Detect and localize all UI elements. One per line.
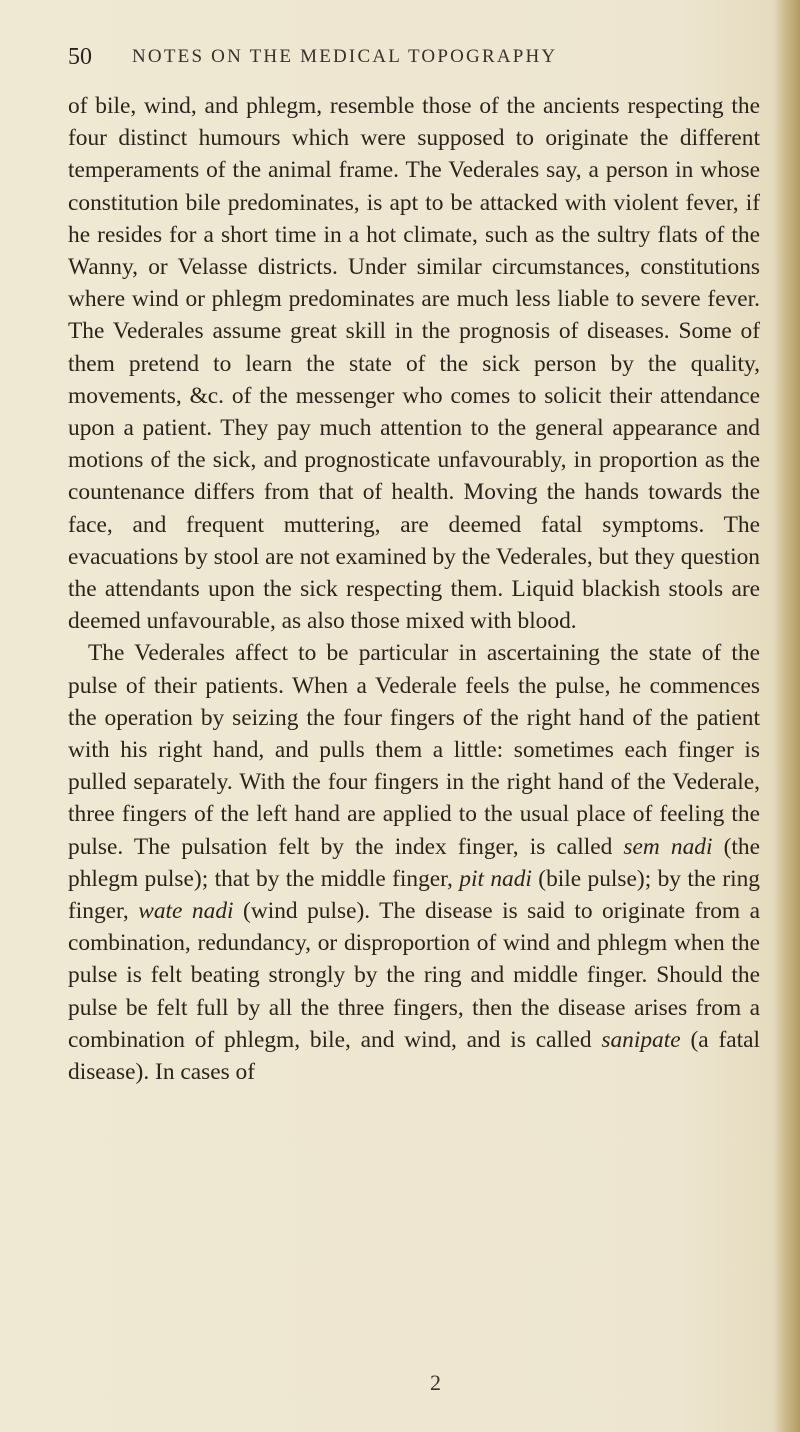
term-sem-nadi: sem nadi (623, 833, 713, 860)
paragraph-1 (68, 90, 760, 637)
paragraph-2 (68, 637, 760, 1088)
paragraph-1-text: of bile, wind, and phlegm, resemble those of the ancients respecting the four distinct humours which were supposed to originate the different temperaments of the animal frame. The Vederales say, a person in whose constitution bile predominates, is apt to be attacked with violent fever, if he resides for a short time in a hot climate, such as the sultry flats of the Wanny, or Velasse districts. Under similar circumstances, constitutions where wind or phlegm predominates are much less liable to severe fever. The Vederales assume great skill in the prognosis of diseases. Some of them pretend to learn the state of the sick person by the quality, movements, &c. of the messenger who comes to solicit their attendance upon a patient. They pay much attention to the general appearance and motions of the sick, and prognosticate unfavourably, in proportion as the countenance differs from that of health. Moving the hands towards the face, and frequent muttering, are deemed fatal symptoms. The evacuations by stool are not examined by the Vederales, but they question the attendants upon the sick respecting them. Liquid blackish stools are deemed unfavourable, as also those mixed with blood. (68, 93, 760, 635)
body-text (68, 90, 760, 1380)
signature-mark: 2 (430, 1370, 441, 1395)
paragraph-2-text-c: (bile pulse); by the ring finger, (68, 865, 760, 925)
page-number: 50 (68, 44, 92, 70)
term-wate-nadi: wate nadi (138, 898, 234, 925)
paragraph-2-text-e: (a fatal disease). In cases of (68, 1026, 760, 1086)
running-head: NOTES ON THE MEDICAL TOPOGRAPHY (132, 46, 558, 67)
term-pit-nadi: pit nadi (459, 865, 532, 892)
paragraph-2-text-b: (the phlegm pulse); that by the middle finger, (68, 833, 760, 892)
page-edge-shadow (774, 0, 800, 1432)
paragraph-2-text-a: The Vederales affect to be particular in ascertaining the state of the pulse of their patients. When a Vederale feels the pulse, he commences the operation by seizing the four fingers of the right hand of the patient with his right hand, and pulls them a little: sometimes each finger is pulled separately. With the four fingers in the right hand of the Vederale, three fingers of the left hand are applied to the usual place of feeling the pulse. The pulsation felt by the index finger, is called (68, 640, 760, 860)
page-header (68, 44, 768, 80)
term-sanipate: sanipate (601, 1026, 681, 1053)
paragraph-2-text-d: (wind pulse). The disease is said to originate from a combination, redundancy, or disproportion of wind and phlegm when the pulse is felt beating strongly by the ring and middle finger. Should the pulse be felt full by all the three fingers, then the disease arises from a combination of phlegm, bile, and wind, and is called (68, 898, 760, 1053)
